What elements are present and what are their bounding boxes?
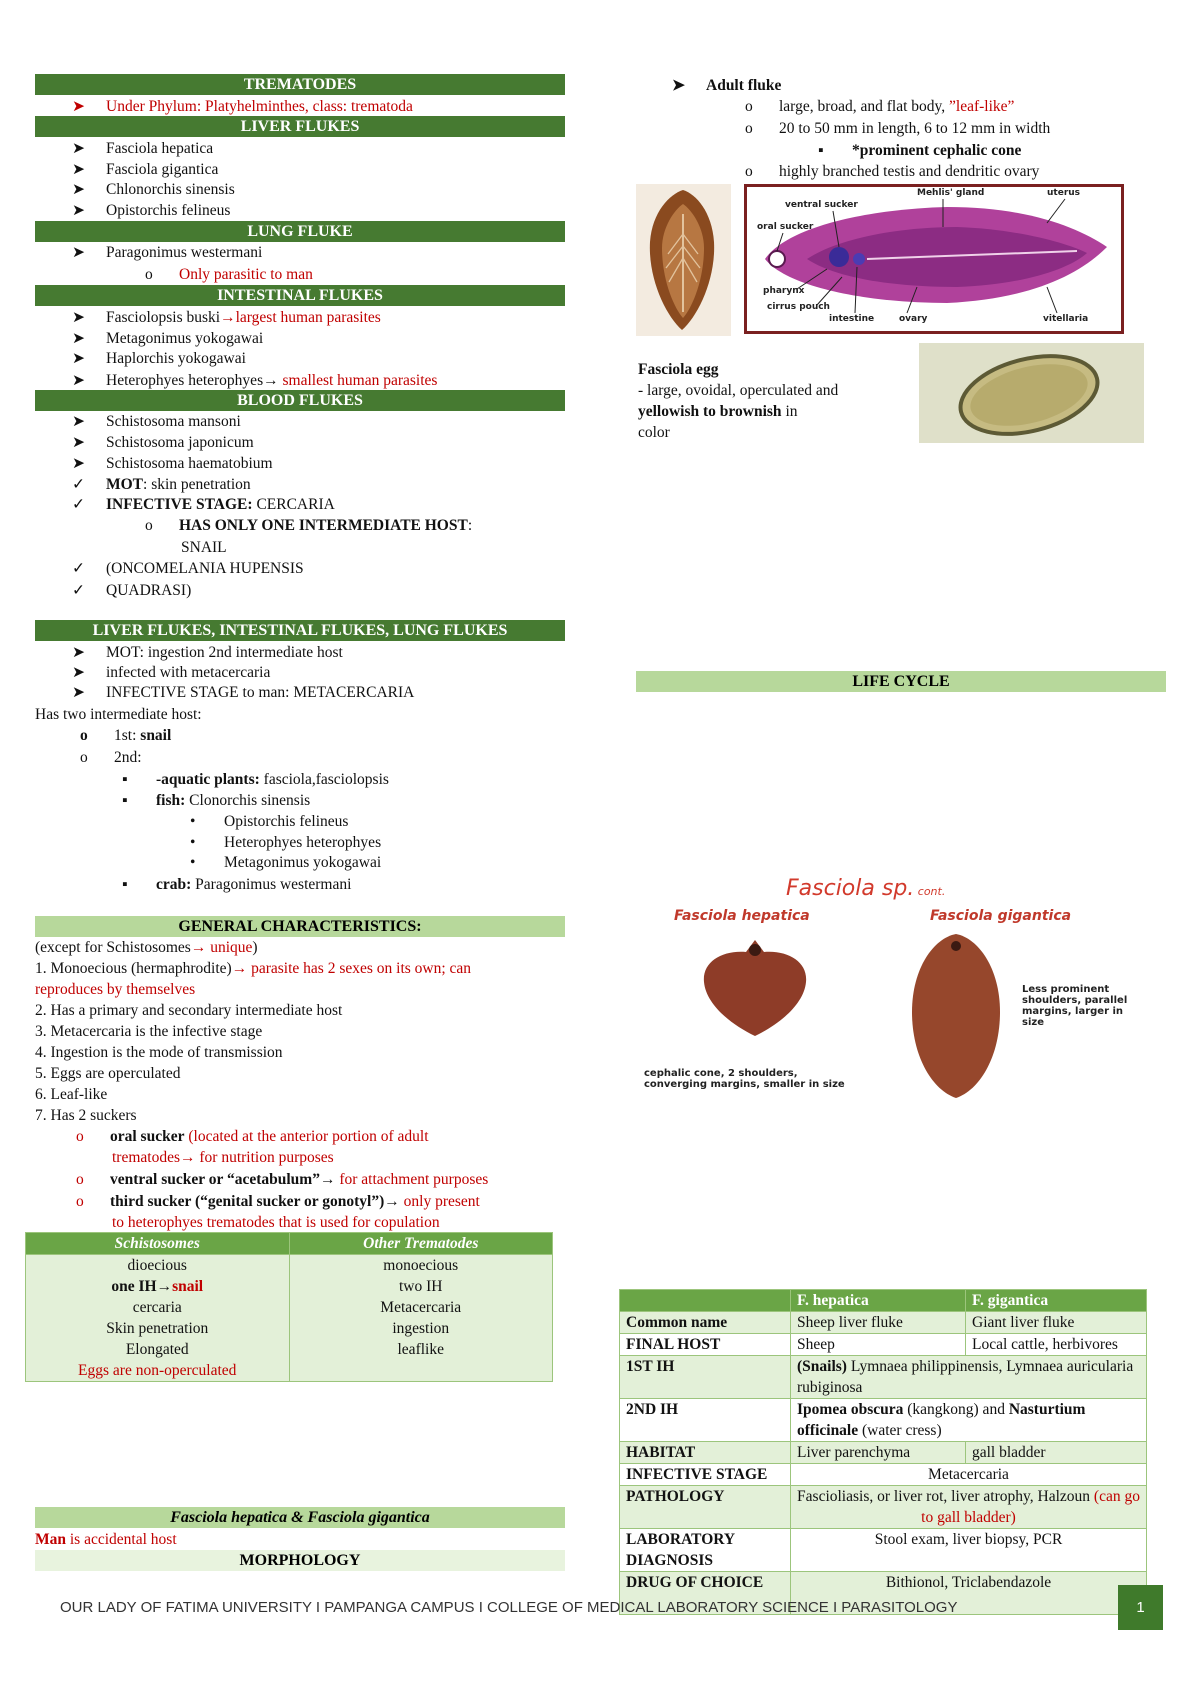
table-header: F. hepatica	[791, 1290, 966, 1312]
table-row: HABITAT Liver parenchyma gall bladder	[620, 1442, 1147, 1464]
list-item: ➤ Fasciola gigantica	[72, 161, 219, 178]
fasciola-egg-photo	[919, 343, 1144, 443]
fig-gigantica-label: Fasciola gigantica	[930, 908, 1072, 924]
fasciola-header: Fasciola hepatica & Fasciola gigantica	[35, 1507, 565, 1528]
sucker-item: o oral sucker (located at the anterior portion of adult	[76, 1128, 429, 1145]
list-item: ✓ (ONCOMELANIA HUPENSIS	[72, 560, 304, 577]
diagram-label: intestine	[829, 314, 875, 324]
egg-title: Fasciola egg	[638, 361, 719, 378]
list-item: o large, broad, and flat body, ”leaf-like”	[745, 98, 1015, 115]
list-item: ➤ Schistosoma haematobium	[72, 455, 273, 472]
list-item: ▪ *prominent cephalic cone	[818, 142, 1022, 159]
gen-item: reproduces by themselves	[35, 981, 196, 998]
list-item: ➤ Schistosoma japonicum	[72, 434, 254, 451]
diagram-label: cirrus pouch	[767, 302, 830, 312]
list-item: o 20 to 50 mm in length, 6 to 12 mm in width	[745, 120, 1051, 137]
diagram-label: uterus	[1047, 188, 1081, 198]
table-row: FINAL HOST Sheep Local cattle, herbivores	[620, 1334, 1147, 1356]
list-item: ✓ MOT: skin penetration	[72, 476, 251, 493]
gen-item: 7. Has 2 suckers	[35, 1107, 137, 1124]
fig-hepatica-note: cephalic cone, 2 shoulders, converging margins, smaller in size	[644, 1068, 845, 1090]
fig-hepatica-label: Fasciola hepatica	[674, 908, 810, 924]
lung-fluke-header: LUNG FLUKE	[35, 221, 565, 242]
fluke-anatomy-diagram	[744, 184, 1124, 334]
adult-fluke-heading: ➤ Adult fluke	[672, 77, 782, 94]
list-item: o HAS ONLY ONE INTERMEDIATE HOST:	[145, 517, 473, 534]
egg-desc: - large, ovoidal, operculated and	[638, 382, 839, 399]
table-cell: monoecious two IH Metacercaria ingestion leaflike	[289, 1255, 553, 1382]
table-row: Common name Sheep liver fluke Giant liver fluke	[620, 1312, 1147, 1334]
table-header: F. gigantica	[966, 1290, 1147, 1312]
table-row: DRUG OF CHOICE Bithionol, Triclabendazole	[620, 1572, 1147, 1615]
gen-item: 1. Monoecious (hermaphrodite)→ parasite has 2 sexes on its own; can	[35, 960, 472, 977]
table-header: Schistosomes	[26, 1233, 290, 1255]
list-item: ➤ INFECTIVE STAGE to man: METACERCARIA	[72, 684, 415, 701]
list-item: ➤ Chlonorchis sinensis	[72, 181, 235, 198]
diagram-label: oral sucker	[757, 222, 814, 232]
gen-item: 3. Metacercaria is the infective stage	[35, 1023, 263, 1040]
gen-except: (except for Schistosomes→ unique)	[35, 939, 258, 956]
footer-text: OUR LADY OF FATIMA UNIVERSITY I PAMPANGA CAMPUS I COLLEGE OF MEDICAL LABORATORY SCIENCE I PARASITOLOGY	[60, 1599, 958, 1616]
list-item: • Opistorchis felineus	[190, 813, 349, 830]
gen-item: 6. Leaf-like	[35, 1086, 108, 1103]
list-item: ➤ Haplorchis yokogawai	[72, 350, 246, 367]
table-header: Other Trematodes	[289, 1233, 553, 1255]
general-characteristics-header: GENERAL CHARACTERISTICS:	[35, 916, 565, 937]
gen-item: 5. Eggs are operculated	[35, 1065, 181, 1082]
table-row: 2ND IH Ipomea obscura (kangkong) and Nasturtium officinale (water cress)	[620, 1399, 1147, 1442]
sucker-item: o ventral sucker or “acetabulum”→ for attachment purposes	[76, 1171, 489, 1188]
fig-gigantica-note: Less prominent shoulders, parallel margins, larger in size	[1022, 984, 1128, 1028]
list-item: ➤ Opistorchis felineus	[72, 202, 231, 219]
egg-desc: color	[638, 424, 670, 441]
blood-flukes-header: BLOOD FLUKES	[35, 390, 565, 411]
list-item: ➤ Heterophyes heterophyes→ smallest human parasites	[72, 372, 438, 389]
list-item: ➤ Paragonimus westermani	[72, 244, 263, 261]
fasciola-comparison-table	[619, 1289, 1147, 1615]
gen-item: 2. Has a primary and secondary intermediate host	[35, 1002, 343, 1019]
list-item: ➤ Fasciolopsis buski→largest human parasites	[72, 309, 381, 326]
list-item: • Heterophyes heterophyes	[190, 834, 382, 851]
list-item: ▪ -aquatic plants: fasciola,fasciolopsis	[122, 771, 389, 788]
figure-title: Fasciola sp. cont.	[786, 876, 946, 901]
table-cell: dioecious one IH→snail cercaria Skin penetration Elongated Eggs are non-operculated	[26, 1255, 290, 1382]
list-item: ▪ fish: Clonorchis sinensis	[122, 792, 311, 809]
liver-flukes-header: LIVER FLUKES	[35, 116, 565, 137]
table-header	[620, 1290, 791, 1312]
schistosomes-comparison-table	[25, 1232, 553, 1382]
intestinal-flukes-header: INTESTINAL FLUKES	[35, 285, 565, 306]
adult-fluke-photo	[636, 184, 731, 336]
fasciola-species-figure	[640, 872, 1150, 1112]
list-item: ✓ INFECTIVE STAGE: CERCARIA	[72, 496, 335, 513]
trematodes-header: TREMATODES	[35, 74, 565, 95]
list-item: ✓ QUADRASI)	[72, 582, 192, 599]
liver-intestinal-lung-header: LIVER FLUKES, INTESTINAL FLUKES, LUNG FLUKES	[35, 620, 565, 641]
list-item: o 1st: snail	[80, 727, 172, 744]
diagram-label: ventral sucker	[785, 200, 858, 210]
diagram-label: ovary	[899, 314, 928, 324]
sucker-item: o third sucker (“genital sucker or gonotyl”)→ only present	[76, 1193, 480, 1210]
two-ih-line: Has two intermediate host:	[35, 706, 202, 723]
sucker-item: to heterophyes trematodes that is used for copulation	[112, 1214, 440, 1231]
list-item: ➤ Metagonimus yokogawai	[72, 330, 264, 347]
morphology-header: MORPHOLOGY	[35, 1550, 565, 1571]
diagram-label: pharynx	[763, 286, 805, 296]
list-item: o Only parasitic to man	[145, 266, 313, 283]
list-item: o highly branched testis and dendritic ovary	[745, 163, 1040, 180]
gen-item: 4. Ingestion is the mode of transmission	[35, 1044, 283, 1061]
list-item: • Metagonimus yokogawai	[190, 854, 382, 871]
man-line: Man is accidental host	[35, 1531, 177, 1548]
list-item: SNAIL	[181, 539, 227, 556]
phylum-line: ➤ Under Phylum: Platyhelminthes, class: trematoda	[72, 98, 413, 115]
diagram-label: vitellaria	[1043, 314, 1089, 324]
page-number: 1	[1118, 1585, 1163, 1630]
list-item: o 2nd:	[80, 749, 142, 766]
egg-desc: yellowish to brownish in	[638, 403, 798, 420]
table-row: LABORATORY DIAGNOSIS Stool exam, liver biopsy, PCR	[620, 1529, 1147, 1572]
table-row: 1ST IH (Snails) Lymnaea philippinensis, Lymnaea auricularia rubiginosa	[620, 1356, 1147, 1399]
table-row: PATHOLOGY Fascioliasis, or liver rot, liver atrophy, Halzoun (can go to gall bladder)	[620, 1486, 1147, 1529]
sucker-item: trematodes→ for nutrition purposes	[112, 1149, 334, 1166]
list-item: ➤ MOT: ingestion 2nd intermediate host	[72, 644, 343, 661]
diagram-label: Mehlis' gland	[917, 188, 985, 198]
list-item: ➤ infected with metacercaria	[72, 664, 271, 681]
list-item: ▪ crab: Paragonimus westermani	[122, 876, 352, 893]
list-item: ➤ Fasciola hepatica	[72, 140, 214, 157]
table-row: INFECTIVE STAGE Metacercaria	[620, 1464, 1147, 1486]
list-item: ➤ Schistosoma mansoni	[72, 413, 241, 430]
life-cycle-header: LIFE CYCLE	[636, 671, 1166, 692]
